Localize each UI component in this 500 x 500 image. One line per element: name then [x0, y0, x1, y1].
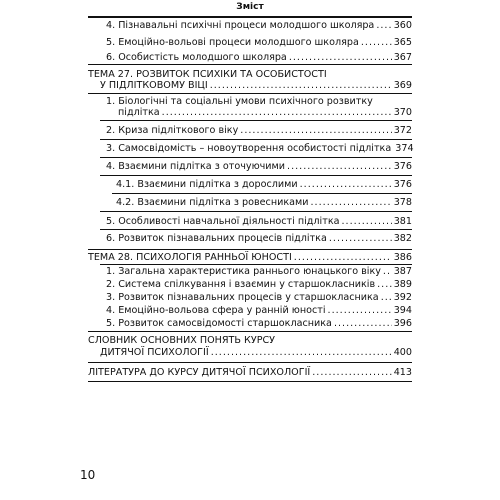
- toc-topic-label-line1: СЛОВНИК ОСНОВНИХ ПОНЯТЬ КУРСУ: [88, 335, 276, 346]
- toc-topic-label-line2: ДИТЯЧОЇ ПСИХОЛОГІЇ: [100, 347, 209, 358]
- toc-page-number: 374: [395, 143, 414, 154]
- toc-leader: [329, 233, 392, 244]
- toc-page-number: 396: [393, 318, 412, 329]
- toc-page-number: 378: [393, 197, 412, 208]
- toc-entry: [106, 305, 412, 316]
- section-rule: [112, 193, 412, 194]
- toc-entry-label: 5. Розвиток самосвідомості старшокласника: [106, 318, 332, 329]
- toc-entry-label: 2. Криза підліткового віку: [106, 125, 239, 136]
- toc-entry: [118, 107, 412, 118]
- section-rule: [88, 93, 412, 94]
- toc-leader: [334, 318, 392, 329]
- toc-entry-label: 4.1. Взаємини підлітка з дорослими: [116, 179, 298, 190]
- section-rule: [88, 331, 412, 332]
- toc-entry: [106, 37, 412, 48]
- toc-topic-heading: [88, 252, 412, 263]
- toc-leader: [287, 161, 392, 172]
- toc-leader: [162, 107, 392, 118]
- toc-topic-label: ЛІТЕРАТУРА ДО КУРСУ ДИТЯЧОЇ ПСИХОЛОГІЇ: [88, 367, 311, 378]
- toc-topic-heading: [88, 335, 275, 346]
- toc-page-number: 376: [393, 161, 412, 172]
- toc-entry-label-line1: 1. Біологічні та соціальні умови психічного розвитку: [106, 96, 373, 107]
- section-rule: [88, 362, 412, 363]
- toc-entry-label-line2: підлітка: [118, 107, 160, 118]
- toc-page-number: 365: [393, 37, 412, 48]
- toc-page-number: 389: [393, 279, 412, 290]
- toc-page-number: 387: [393, 266, 412, 277]
- toc-entry-label: 4. Пізнавальні психічні процеси молодшого школяра: [106, 20, 375, 31]
- toc-entry-label: 6. Розвиток пізнавальних процесів підлітка: [106, 233, 327, 244]
- toc-entry: [106, 279, 412, 290]
- toc-entry: [116, 197, 412, 208]
- toc-leader: [381, 292, 392, 303]
- section-rule: [100, 157, 412, 158]
- toc-entry: [106, 52, 412, 63]
- toc-topic-label-line1: ТЕМА 27. РОЗВИТОК ПСИХІКИ ТА ОСОБИСТОСТІ: [88, 69, 327, 80]
- toc-entry: [106, 125, 412, 136]
- toc-entry: [116, 179, 412, 190]
- section-rule: [88, 249, 412, 250]
- toc-topic-label: ТЕМА 28. ПСИХОЛОГІЯ РАННЬОЇ ЮНОСТІ: [88, 252, 292, 263]
- toc-page-number: 360: [393, 20, 412, 31]
- toc-entry-label: 5. Особливості навчальної діяльності підлітка: [106, 216, 340, 227]
- toc-entry: [106, 266, 412, 277]
- toc-entry-label: 3. Самосвідомість – новоутворення особистості підлітка: [106, 143, 392, 154]
- toc-entry-label: 5. Емоційно-вольові процеси молодшого школяра: [106, 37, 359, 48]
- toc-entry: [106, 233, 412, 244]
- toc-entry-two-line: [106, 96, 373, 107]
- toc-leader: [240, 125, 391, 136]
- section-rule: [100, 211, 412, 212]
- toc-page-number: 367: [393, 52, 412, 63]
- toc-page-number: 413: [393, 367, 412, 378]
- toc-leader: [210, 80, 392, 91]
- running-header: Зміст: [236, 2, 264, 12]
- toc-page-number: 372: [393, 125, 412, 136]
- toc-leader: [383, 266, 392, 277]
- toc-entry: [106, 161, 412, 172]
- toc-page-number: 376: [393, 179, 412, 190]
- toc-page-number: 382: [393, 233, 412, 244]
- toc-leader: [342, 216, 392, 227]
- toc-entry: [106, 20, 412, 31]
- section-rule: [100, 120, 412, 121]
- toc-leader: [300, 179, 392, 190]
- toc-page-number: 369: [393, 80, 412, 91]
- toc-entry-label: 6. Особистість молодшого школяра: [106, 52, 287, 63]
- toc-topic-heading: [88, 367, 412, 378]
- toc-entry: [106, 292, 412, 303]
- toc-page-number: 386: [393, 252, 412, 263]
- section-rule: [88, 64, 412, 65]
- toc-page-number: 394: [393, 305, 412, 316]
- toc-entry: [100, 80, 412, 91]
- toc-entry-label: 4.2. Взаємини підлітка з ровесниками: [116, 197, 309, 208]
- toc-page-number: 400: [393, 347, 412, 358]
- toc-topic-label-line2: У ПІДЛІТКОВОМУ ВІЦІ: [100, 80, 208, 91]
- section-rule: [100, 264, 412, 265]
- toc-entry-label: 3. Розвиток пізнавальних процесів у старшокласника: [106, 292, 379, 303]
- toc-leader: [377, 279, 392, 290]
- toc-entry-label: 2. Система спілкування і взаємин у старшокласників: [106, 279, 376, 290]
- toc-leader: [211, 347, 392, 358]
- toc-leader: [294, 252, 392, 263]
- toc-page-number: 370: [393, 107, 412, 118]
- toc-entry-label: 4. Взаємини підлітка з оточуючими: [106, 161, 286, 172]
- toc-page-number: 392: [393, 292, 412, 303]
- toc-leader: [312, 367, 391, 378]
- section-rule: [88, 381, 412, 382]
- section-rule: [100, 229, 412, 230]
- toc-leader: [361, 37, 392, 48]
- header-rule: [88, 16, 412, 18]
- section-rule: [100, 139, 412, 140]
- toc-topic-heading: [88, 69, 327, 80]
- toc-page-number: 381: [393, 216, 412, 227]
- page-number: 10: [80, 468, 96, 482]
- toc-leader: [311, 197, 392, 208]
- toc-entry: [100, 347, 412, 358]
- toc-entry: [106, 318, 412, 329]
- section-rule: [100, 175, 412, 176]
- toc-entry-label: 4. Емоційно-вольова сфера у ранній юності: [106, 305, 326, 316]
- toc-entry: [106, 143, 412, 154]
- toc-leader: [328, 305, 392, 316]
- toc-leader: [289, 52, 392, 63]
- toc-leader: [376, 20, 391, 31]
- toc-entry-label: 1. Загальна характеристика раннього юнацького віку: [106, 266, 381, 277]
- toc-entry: [106, 216, 412, 227]
